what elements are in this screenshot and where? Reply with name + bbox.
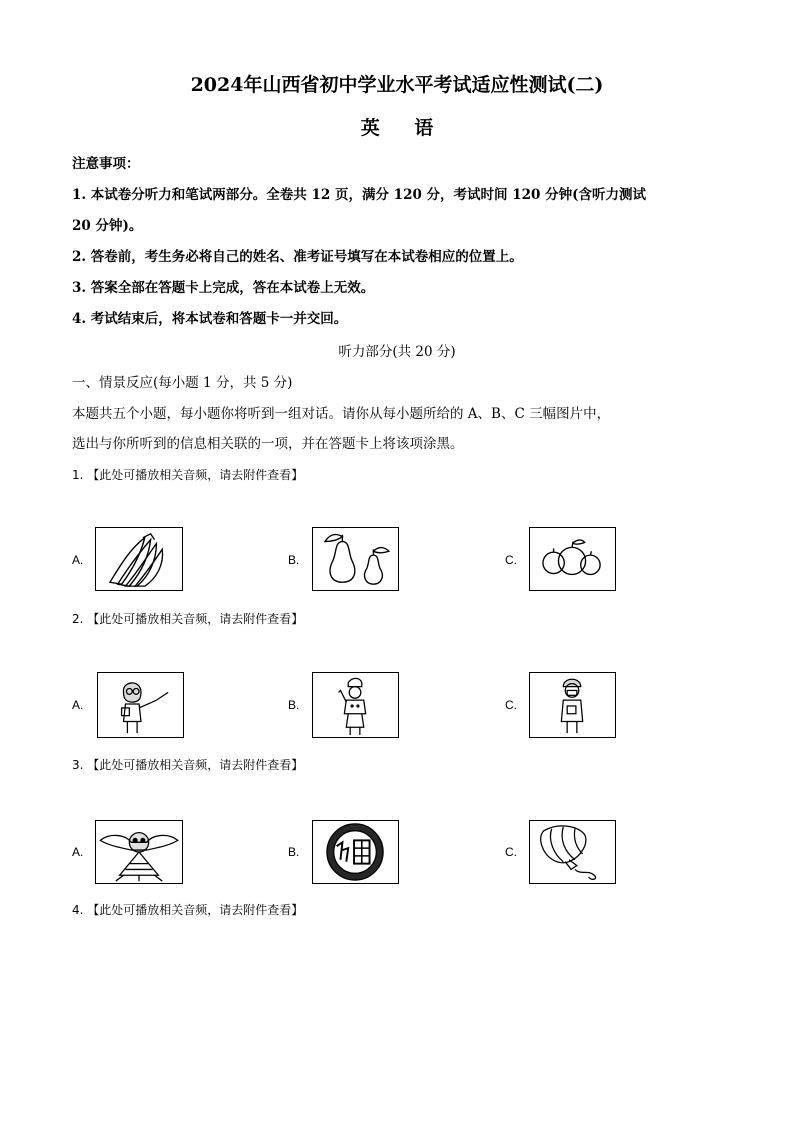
q2-option-b[interactable]: B. bbox=[288, 698, 300, 712]
section1-instruction-cont: 选出与你所听到的信息相关联的一项，并在答题卡上将该项涂黑。 bbox=[72, 436, 464, 452]
question-4-prompt[interactable]: 4. 【此处可播放相关音频，请去附件查看】 bbox=[72, 903, 304, 917]
doctor-icon[interactable] bbox=[529, 672, 616, 738]
q2-option-a[interactable]: A. bbox=[72, 698, 84, 712]
q3-option-b[interactable]: B. bbox=[288, 845, 300, 859]
q3-option-c[interactable]: C. bbox=[505, 845, 517, 859]
listening-part-title: 听力部分(共 20 分) bbox=[338, 344, 456, 360]
lantern-icon[interactable] bbox=[529, 820, 616, 884]
notice-item-1-cont: 20 分钟)。 bbox=[72, 218, 143, 234]
notice-item-2: 2. 答卷前，考生务必将自己的姓名、准考证号填写在本试卷相应的位置上。 bbox=[72, 249, 523, 265]
q1-option-c[interactable]: C. bbox=[505, 553, 517, 567]
q2-option-c[interactable]: C. bbox=[505, 698, 517, 712]
q3-option-a[interactable]: A. bbox=[72, 845, 84, 859]
bananas-icon[interactable] bbox=[95, 527, 183, 591]
notice-item-1: 1. 本试卷分听力和笔试两部分。全卷共 12 页，满分 120 分，考试时间 120 分钟(含听力测试 bbox=[72, 187, 647, 203]
question-3-prompt[interactable]: 3. 【此处可播放相关音频，请去附件查看】 bbox=[72, 758, 304, 772]
notice-item-3: 3. 答案全部在答题卡上完成，答在本试卷上无效。 bbox=[72, 280, 375, 296]
q1-option-b[interactable]: B. bbox=[288, 553, 300, 567]
notice-item-4: 4. 考试结束后，将本试卷和答题卡一并交回。 bbox=[72, 311, 348, 327]
section1-title: 一、情景反应(每小题 1 分，共 5 分) bbox=[72, 375, 293, 391]
kite-icon[interactable] bbox=[95, 820, 183, 884]
apples-icon[interactable] bbox=[529, 527, 616, 591]
section1-instruction: 本题共五个小题，每小题你将听到一组对话。请你从每小题所给的 A、B、C 三幅图片中， bbox=[72, 406, 611, 422]
notice-heading: 注意事项： bbox=[72, 156, 140, 172]
q1-option-a[interactable]: A. bbox=[72, 553, 84, 567]
subject-title: 英 语 bbox=[360, 117, 448, 139]
guide-icon[interactable] bbox=[312, 672, 399, 738]
pears-icon[interactable] bbox=[312, 527, 399, 591]
paper-cut-icon[interactable] bbox=[312, 820, 399, 884]
teacher-icon[interactable] bbox=[97, 672, 184, 738]
page-title: 2024年山西省初中学业水平考试适应性测试(二) bbox=[190, 74, 604, 96]
question-2-prompt[interactable]: 2. 【此处可播放相关音频，请去附件查看】 bbox=[72, 612, 304, 626]
question-1-prompt[interactable]: 1. 【此处可播放相关音频，请去附件查看】 bbox=[72, 468, 304, 482]
